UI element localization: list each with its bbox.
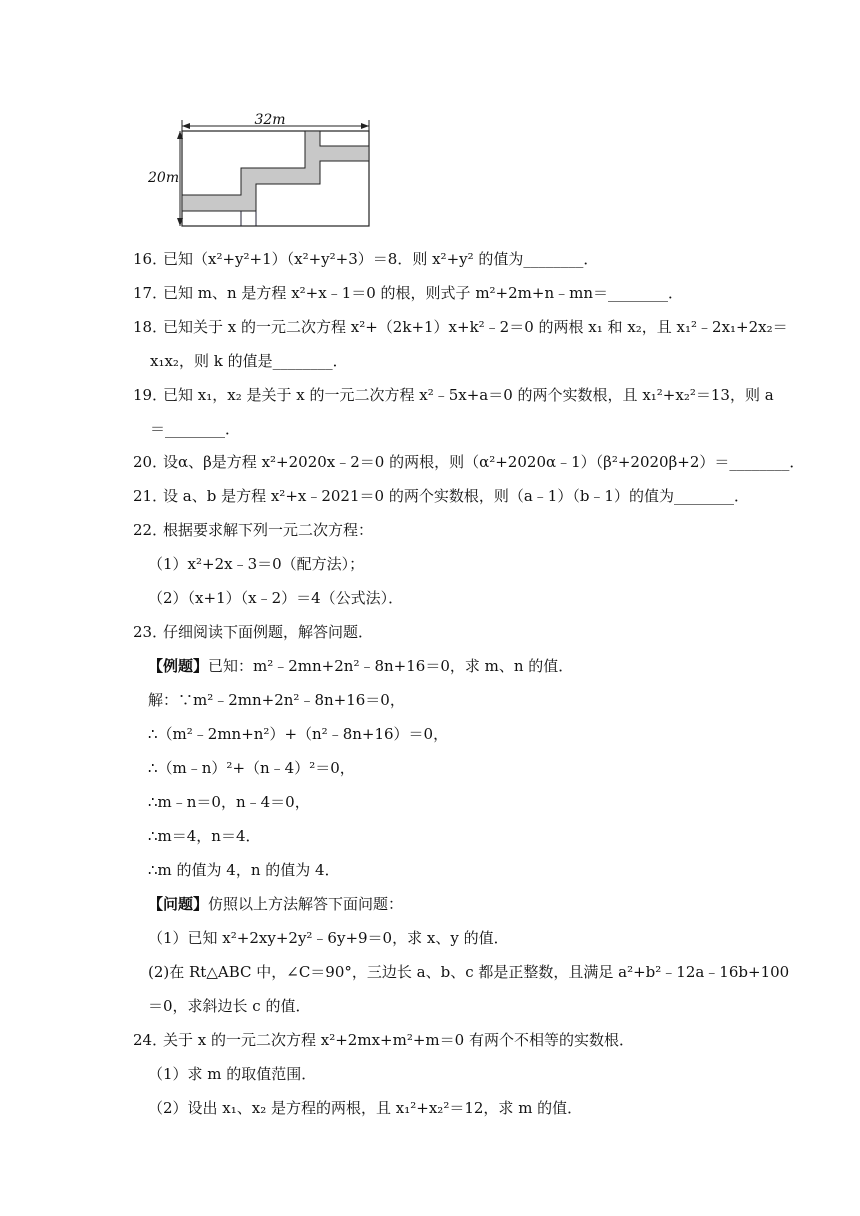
road-figure: [140, 108, 380, 230]
question-23-part-2: (2)在 Rt△ABC 中，∠C＝90°，三边长 a、b、c 都是正整数，且满足 a²+b²﹣12a﹣16b+100: [148, 963, 790, 981]
question-17: 17．已知 m、n 是方程 x²+x﹣1＝0 的根，则式子 m²+2m+n﹣mn＝________．: [133, 284, 683, 302]
problem-statement: 【问题】仿照以上方法解答下面问题：: [148, 895, 404, 913]
question-22-part-1: （1）x²+2x﹣3＝0（配方法）；: [148, 555, 365, 573]
question-21: 21．设 a、b 是方程 x²+x﹣2021＝0 的两个实数根，则（a﹣1）（b﹣1）的值为________．: [133, 487, 749, 505]
solution-step-6: ∴m 的值为 4，n 的值为 4．: [148, 861, 340, 879]
solution-step-5: ∴m＝4，n＝4．: [148, 827, 261, 845]
solution-step-1: 解：∵m²﹣2mn+2n²﹣8n+16＝0，: [148, 691, 405, 709]
solution-step-3: ∴（m﹣n）²+（n﹣4）²＝0，: [148, 759, 355, 777]
height-label: 20m: [148, 170, 180, 186]
problem-tag: 【问题】: [148, 895, 209, 913]
question-22: 22．根据要求解下列一元二次方程：: [133, 521, 374, 539]
question-18: 18．已知关于 x 的一元二次方程 x²+（2k+1）x+k²﹣2＝0 的两根 x₁ 和 x₂，且 x₁²﹣2x₁+2x₂＝: [133, 318, 788, 336]
question-19-cont: ＝________．: [150, 420, 241, 438]
solution-step-4: ∴m﹣n＝0，n﹣4＝0，: [148, 793, 310, 811]
question-20: 20．设α、β是方程 x²+2020x﹣2＝0 的两根，则（α²+2020α﹣1）（β²+2020β+2）＝________．: [133, 453, 805, 471]
example-tag: 【例题】: [148, 657, 209, 675]
question-24-part-2: （2）设出 x₁、x₂ 是方程的两根，且 x₁²+x₂²＝12，求 m 的值．: [148, 1099, 583, 1117]
example-statement: 【例题】已知：m²﹣2mn+2n²﹣8n+16＝0，求 m、n 的值．: [148, 657, 574, 675]
question-23: 23．仔细阅读下面例题，解答问题．: [133, 623, 374, 641]
question-22-part-2: （2）（x+1）（x﹣2）＝4（公式法）．: [148, 589, 404, 607]
width-label: 32m: [254, 112, 286, 128]
question-24: 24．关于 x 的一元二次方程 x²+2mx+m²+m＝0 有两个不相等的实数根．: [133, 1031, 634, 1049]
question-16: 16．已知（x²+y²+1）（x²+y²+3）＝8．则 x²+y² 的值为________．: [133, 250, 599, 268]
question-19: 19．已知 x₁，x₂ 是关于 x 的一元二次方程 x²﹣5x+a＝0 的两个实数根，且 x₁²+x₂²＝13，则 a: [133, 386, 774, 404]
question-18-cont: x₁x₂，则 k 的值是________．: [150, 352, 348, 370]
solution-step-2: ∴（m²﹣2mn+n²）+（n²﹣8n+16）＝0，: [148, 725, 449, 743]
question-23-part-2-cont: ＝0，求斜边长 c 的值．: [148, 997, 311, 1015]
question-23-part-1: （1）已知 x²+2xy+2y²﹣6y+9＝0，求 x、y 的值．: [148, 929, 509, 947]
question-24-part-1: （1）求 m 的取值范围．: [148, 1065, 317, 1083]
